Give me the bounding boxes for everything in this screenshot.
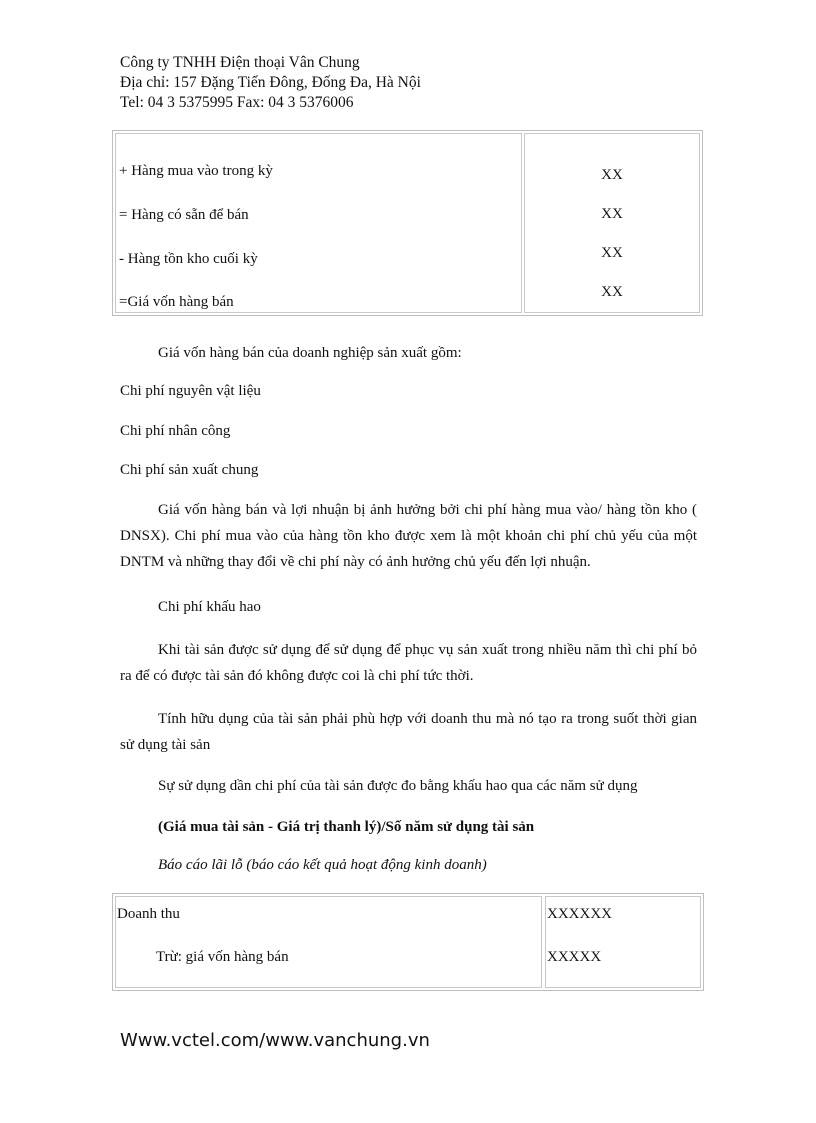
paragraph-depreciation-measure: Sự sử dụng dần chi phí của tài sản được đo bằng khấu hao qua các năm sử dụng xyxy=(158,778,638,794)
company-address: Địa chỉ: 157 Đặng Tiến Đông, Đống Đa, Hà Nội xyxy=(120,74,421,91)
income-values-cell xyxy=(545,896,701,988)
table-row-value: XX xyxy=(601,167,623,183)
table-row-value: XX xyxy=(601,245,623,261)
depreciation-formula: (Giá mua tài sản - Giá trị thanh lý)/Số năm sử dụng tài sản xyxy=(158,819,535,835)
cost-labels-cell xyxy=(115,133,522,313)
table-row-value: XXXXXX xyxy=(547,906,612,922)
income-labels-cell xyxy=(115,896,542,988)
table-row-value: XX xyxy=(601,284,623,300)
table-row-label: = Hàng có sẵn để bán xyxy=(119,207,249,223)
list-item: Chi phí sản xuất chung xyxy=(120,462,259,478)
table-row-label: - Hàng tồn kho cuối kỳ xyxy=(119,251,258,267)
company-name: Công ty TNHH Điện thoại Vân Chung xyxy=(120,54,360,71)
report-title: Báo cáo lãi lỗ (báo cáo kết quả hoạt động kinh doanh) xyxy=(158,857,487,873)
cost-of-goods-table xyxy=(112,130,703,316)
table-row-value: XXXXX xyxy=(547,949,602,965)
list-item: Chi phí nguyên vật liệu xyxy=(120,383,261,399)
cost-values-cell xyxy=(524,133,700,313)
list-item: Chi phí nhân công xyxy=(120,423,231,439)
table-row-label: Doanh thu xyxy=(117,906,180,922)
paragraph-asset-usage: Khi tài sản được sử dụng để sử dụng để phục vụ sản xuất trong nhiều năm thì chi phí bỏ ra để có được tài sản đó không được coi là chi phí tức thời. xyxy=(120,642,697,684)
table-row-label: + Hàng mua vào trong kỳ xyxy=(119,163,273,179)
paragraph-cost-impact: Giá vốn hàng bán và lợi nhuận bị ảnh hưởng bởi chi phí hàng mua vào/ hàng tồn kho ( DNSX). Chi phí mua vào của hàng tồn kho được xem là một khoản chi phí chủ yếu của một DNTM và những thay đổi về chi phí này có ảnh hưởng chủ yếu đến lợi nhuận. xyxy=(120,502,697,570)
table-row-label: =Giá vốn hàng bán xyxy=(119,294,234,310)
company-phone-fax: Tel: 04 3 5375995 Fax: 04 3 5376006 xyxy=(120,94,354,111)
section-heading-depreciation: Chi phí khấu hao xyxy=(158,599,261,615)
table-row-label: Trừ: giá vốn hàng bán xyxy=(156,949,289,965)
income-statement-table xyxy=(112,893,704,991)
paragraph-asset-utility: Tính hữu dụng của tài sản phải phù hợp với doanh thu mà nó tạo ra trong suốt thời gian sử dụng tài sản xyxy=(120,711,697,753)
table-row-value: XX xyxy=(601,206,623,222)
footer-website: Www.vctel.com/www.vanchung.vn xyxy=(120,1030,430,1051)
paragraph-intro: Giá vốn hàng bán của doanh nghiệp sản xuất gồm: xyxy=(158,345,462,361)
